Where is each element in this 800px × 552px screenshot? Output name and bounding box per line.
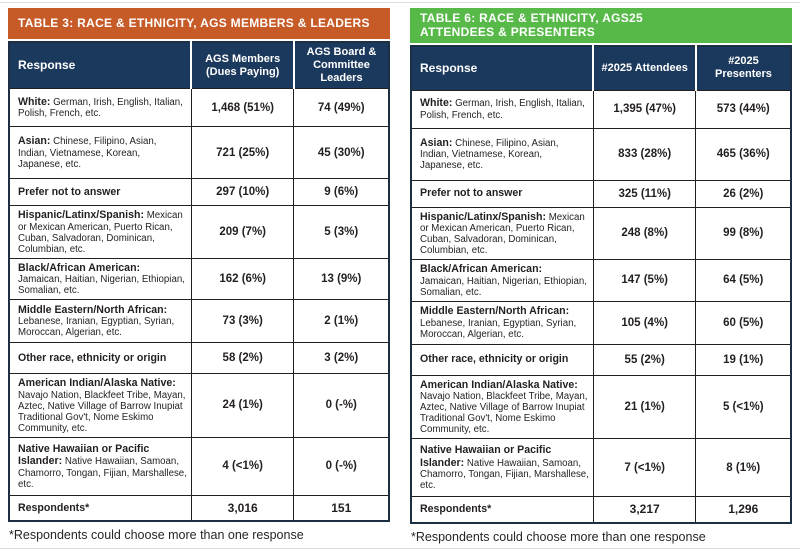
table-6-title-bar xyxy=(410,8,792,43)
response-cell xyxy=(9,374,191,438)
response-cell xyxy=(411,180,593,207)
value-cell: 24 (1%) xyxy=(191,374,294,438)
table-row-black xyxy=(9,258,389,300)
value-cell: 248 (8%) xyxy=(593,207,696,260)
response-category: Prefer not to answer xyxy=(420,187,523,200)
response-cell xyxy=(411,439,593,497)
value-cell: 21 (1%) xyxy=(593,375,696,439)
table-3 xyxy=(8,41,390,522)
value-cell: 721 (25%) xyxy=(191,127,294,179)
response-cell xyxy=(9,89,191,127)
response-cell xyxy=(411,128,593,180)
value-cell: 151 xyxy=(294,495,389,521)
table-row-middle-eastern xyxy=(411,301,791,344)
table-6-header-row xyxy=(411,46,791,90)
value-cell: 19 (1%) xyxy=(696,344,791,375)
response-detail: Chinese, Filipino, Asian, Indian, Vietnamese, Korean, Japanese, etc. xyxy=(420,137,559,172)
response-cell xyxy=(411,497,593,523)
response-detail: Navajo Nation, Blackfeet Tribe, Mayan, Aztec, Native Village of Barrow Inupiat Traditional Gov't, Nome Eskimo Community, etc. xyxy=(18,389,186,434)
value-cell: 5 (3%) xyxy=(294,206,389,259)
value-cell: 147 (5%) xyxy=(593,260,696,302)
table-row-american-indian xyxy=(411,375,791,439)
response-category: White: xyxy=(420,97,453,110)
response-cell xyxy=(411,301,593,344)
response-detail: Mexican or Mexican American, Puerto Rican, Cuban, Salvadoran, Dominican, Columbian, etc. xyxy=(420,211,585,256)
response-category: White: xyxy=(18,95,51,108)
value-cell: 58 (2%) xyxy=(191,343,294,374)
table-row-other xyxy=(9,343,389,374)
table-6 xyxy=(410,45,792,524)
table-6-title-line1: TABLE 6: RACE & ETHNICITY, AGS25 xyxy=(420,11,643,25)
table-row-hispanic xyxy=(9,206,389,259)
table-6-attendees-presenters xyxy=(410,8,792,545)
column-header-board-leaders: AGS Board & Committee Leaders xyxy=(294,42,389,89)
value-cell: 5 (<1%) xyxy=(696,375,791,439)
response-cell xyxy=(9,258,191,300)
response-cell xyxy=(9,179,191,206)
table-row-black xyxy=(411,260,791,302)
value-cell: 325 (11%) xyxy=(593,180,696,207)
table-row-white xyxy=(411,90,791,128)
value-cell: 73 (3%) xyxy=(191,300,294,343)
response-cell xyxy=(9,300,191,343)
value-cell: 3,016 xyxy=(191,495,294,521)
response-cell xyxy=(411,344,593,375)
footnote: *Respondents could choose more than one response xyxy=(9,528,304,542)
response-category: Prefer not to answer xyxy=(18,185,121,198)
response-category: American Indian/Alaska Native: xyxy=(18,377,176,389)
value-cell: 209 (7%) xyxy=(191,206,294,259)
response-category: Native Hawaiian or Pacific Islander: xyxy=(18,442,150,467)
value-cell: 1,468 (51%) xyxy=(191,89,294,127)
response-cell xyxy=(411,90,593,128)
response-category: American Indian/Alaska Native: xyxy=(420,378,578,391)
value-cell: 297 (10%) xyxy=(191,179,294,206)
table-3-header-row xyxy=(9,42,389,89)
response-detail: German, Irish, English, Italian, Polish, French, etc. xyxy=(420,98,585,121)
response-category: Middle Eastern/North African: xyxy=(420,305,570,318)
response-cell xyxy=(411,207,593,260)
value-cell: 60 (5%) xyxy=(696,301,791,344)
value-cell: 465 (36%) xyxy=(696,128,791,180)
column-header-members: AGS Members (Dues Paying) xyxy=(191,42,294,89)
value-cell: 4 (<1%) xyxy=(191,437,294,495)
response-category: Middle Eastern/North African: xyxy=(18,303,168,316)
response-detail: Jamaican, Haitian, Nigerian, Ethiopian, Somalian, etc. xyxy=(420,275,587,298)
column-header-response: Response xyxy=(411,46,593,90)
value-cell: 26 (2%) xyxy=(696,180,791,207)
column-header-presenters: #2025 Presenters xyxy=(696,46,791,90)
response-detail: Jamaican, Haitian, Nigerian, Ethiopian, Somalian, etc. xyxy=(18,274,185,296)
table-row-hispanic xyxy=(411,207,791,260)
value-cell: 45 (30%) xyxy=(294,127,389,179)
value-cell: 3,217 xyxy=(593,497,696,523)
response-detail: Native Hawaiian, Samoan, Chamorro, Tongan, Fijian, Marshallese, etc. xyxy=(18,456,187,490)
column-header-attendees: #2025 Attendees xyxy=(593,46,696,90)
response-category: Asian: xyxy=(18,135,51,148)
response-category: Other race, ethnicity or origin xyxy=(420,353,569,366)
response-category: Black/African American: xyxy=(18,261,141,274)
response-detail: German, Irish, English, Italian, Polish, French, etc. xyxy=(18,96,183,120)
value-cell: 99 (8%) xyxy=(696,207,791,260)
table-3-members-leaders xyxy=(8,8,390,545)
response-cell xyxy=(9,495,191,521)
value-cell: 64 (5%) xyxy=(696,260,791,302)
table-row-white xyxy=(9,89,389,127)
value-cell: 1,296 xyxy=(696,497,791,523)
column-header-response: Response xyxy=(9,42,191,89)
response-category: Hispanic/Latinx/Spanish: xyxy=(420,210,546,223)
table-row-respondents xyxy=(411,497,791,523)
table-row-other xyxy=(411,344,791,375)
value-cell: 162 (6%) xyxy=(191,258,294,300)
response-cell xyxy=(9,127,191,179)
response-category: Black/African American: xyxy=(420,263,543,275)
response-category: Asian: xyxy=(420,136,453,149)
value-cell: 0 (-%) xyxy=(294,437,389,495)
table-row-prefer-not xyxy=(411,180,791,207)
tables-container xyxy=(8,8,792,545)
response-cell xyxy=(9,437,191,495)
value-cell: 8 (1%) xyxy=(696,439,791,497)
table-row-american-indian xyxy=(9,374,389,438)
table-row-asian xyxy=(411,128,791,180)
table-row-prefer-not xyxy=(9,179,389,206)
table-row-middle-eastern xyxy=(9,300,389,343)
value-cell: 3 (2%) xyxy=(294,343,389,374)
page-top-divider xyxy=(0,2,800,3)
value-cell: 74 (49%) xyxy=(294,89,389,127)
response-cell xyxy=(9,206,191,259)
response-detail: Native Hawaiian, Samoan, Chamorro, Tongan, Fijian, Marshallese, etc. xyxy=(420,457,589,491)
page-bottom-divider xyxy=(0,548,800,549)
response-detail: Chinese, Filipino, Asian, Indian, Vietnamese, Korean, Japanese, etc. xyxy=(18,136,157,170)
response-cell xyxy=(411,375,593,439)
value-cell: 0 (-%) xyxy=(294,374,389,438)
response-category: Other race, ethnicity or origin xyxy=(18,351,167,364)
response-category: Respondents* xyxy=(420,503,492,515)
response-cell xyxy=(411,260,593,302)
response-detail: Navajo Nation, Blackfeet Tribe, Mayan, Aztec, Native Village of Barrow Inupiat Traditional Gov't, Nome Eskimo Community, etc. xyxy=(420,391,588,435)
table-6-title-line2: ATTENDEES & PRESENTERS xyxy=(420,24,596,39)
value-cell: 105 (4%) xyxy=(593,301,696,344)
response-detail: Mexican or Mexican American, Puerto Rican, Cuban, Salvadoran, Dominican, Columbian, etc. xyxy=(18,210,183,255)
value-cell: 833 (28%) xyxy=(593,128,696,180)
response-category: Respondents* xyxy=(18,501,90,514)
value-cell: 9 (6%) xyxy=(294,179,389,206)
table-3-title-bar xyxy=(8,8,390,39)
value-cell: 2 (1%) xyxy=(294,300,389,343)
table-3-title-line1: TABLE 3: RACE & ETHNICITY, AGS MEMBERS & LEADERS xyxy=(18,15,370,30)
table-row-native-hawaiian xyxy=(411,439,791,497)
value-cell: 1,395 (47%) xyxy=(593,90,696,128)
table-row-native-hawaiian xyxy=(9,437,389,495)
response-detail: Lebanese, Iranian, Egyptian, Syrian, Moroccan, Algerian, etc. xyxy=(18,316,175,339)
value-cell: 573 (44%) xyxy=(696,90,791,128)
response-cell xyxy=(9,343,191,374)
response-detail: Lebanese, Iranian, Egyptian, Syrian, Moroccan, Algerian, etc. xyxy=(420,317,577,340)
table-row-asian xyxy=(9,127,389,179)
footnote: *Respondents could choose more than one response xyxy=(411,529,706,544)
value-cell: 7 (<1%) xyxy=(593,439,696,497)
value-cell: 13 (9%) xyxy=(294,258,389,300)
value-cell: 55 (2%) xyxy=(593,344,696,375)
response-category: Native Hawaiian or Pacific Islander: xyxy=(420,444,552,469)
table-row-respondents xyxy=(9,495,389,521)
response-category: Hispanic/Latinx/Spanish: xyxy=(18,209,144,221)
